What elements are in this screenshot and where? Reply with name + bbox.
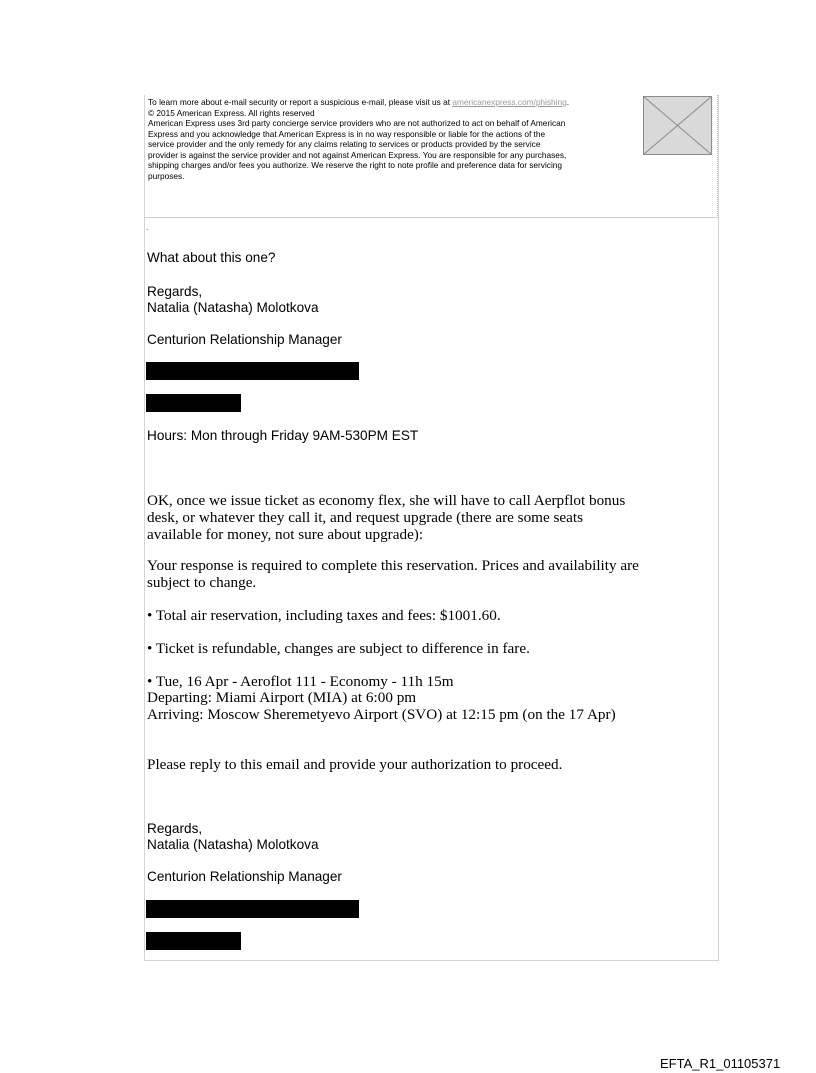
disclaimer-line-1: To learn more about e-mail security or report a suspicious e-mail, please visit us at americanexpress.com/phishing. xyxy=(148,97,570,107)
bullet-total: • Total air reservation, including taxes and fees: $1001.60. xyxy=(147,607,501,624)
authorization-line: Please reply to this email and provide your authorization to proceed. xyxy=(147,756,563,773)
redaction-bar xyxy=(146,394,241,412)
disclaimer-line: service provider and the only remedy for any claims relating to services or products provided by the service xyxy=(148,139,541,149)
reply-sender-title: Centurion Relationship Manager xyxy=(147,332,342,347)
response-line: Your response is required to complete this reservation. Prices and availability are xyxy=(147,557,639,574)
disclaimer-text xyxy=(148,97,640,181)
separator-dot: . xyxy=(146,222,149,232)
redaction-bar xyxy=(146,900,359,918)
reply-regards: Regards, xyxy=(147,284,203,299)
arriving-line: Arriving: Moscow Sheremetyevo Airport (SVO) at 12:15 pm (on the 17 Apr) xyxy=(147,706,616,723)
redaction-bar xyxy=(146,362,359,380)
disclaimer-line: American Express uses 3rd party concierge service providers who are not authorized to act on behalf of American xyxy=(148,118,566,128)
departing-line: Departing: Miami Airport (MIA) at 6:00 pm xyxy=(147,689,417,706)
disclaimer-line: shipping charges and/or fees you authorize. We reserve the right to note profile and preference data for servicing xyxy=(148,160,563,170)
intro-line: OK, once we issue ticket as economy flex, she will have to call Aerpflot bonus xyxy=(147,492,626,509)
signature-title: Centurion Relationship Manager xyxy=(147,869,342,884)
disclaimer-line: © 2015 American Express. All rights reserved xyxy=(148,107,315,118)
disclaimer-line: purposes. xyxy=(148,170,185,181)
phishing-link[interactable]: americanexpress.com/phishing xyxy=(452,97,567,107)
broken-image-icon xyxy=(643,96,712,155)
document-id: EFTA_R1_01105371 xyxy=(660,1056,781,1071)
bullet-refund: • Ticket is refundable, changes are subject to difference in fare. xyxy=(147,640,530,657)
intro-line: available for money, not sure about upgrade): xyxy=(147,526,424,543)
signature-regards: Regards, xyxy=(147,821,203,836)
intro-line: desk, or whatever they call it, and request upgrade (there are some seats xyxy=(147,509,584,526)
response-line: subject to change. xyxy=(147,574,257,591)
disclaimer-line: provider is against the service provider and not against American Express. You are responsible for any purchases, xyxy=(148,149,567,160)
redaction-bar xyxy=(146,932,241,950)
reply-question: What about this one? xyxy=(147,250,276,265)
reply-sender-name: Natalia (Natasha) Molotkova xyxy=(147,300,319,315)
reply-hours: Hours: Mon through Friday 9AM-530PM EST xyxy=(147,428,419,443)
signature-name: Natalia (Natasha) Molotkova xyxy=(147,837,319,852)
bullet-flight: • Tue, 16 Apr - Aeroflot 111 - Economy - 11h 15m xyxy=(147,673,454,690)
disclaimer-line: Express and you acknowledge that American Express is in no way responsible or liable for the actions of the xyxy=(148,128,546,139)
